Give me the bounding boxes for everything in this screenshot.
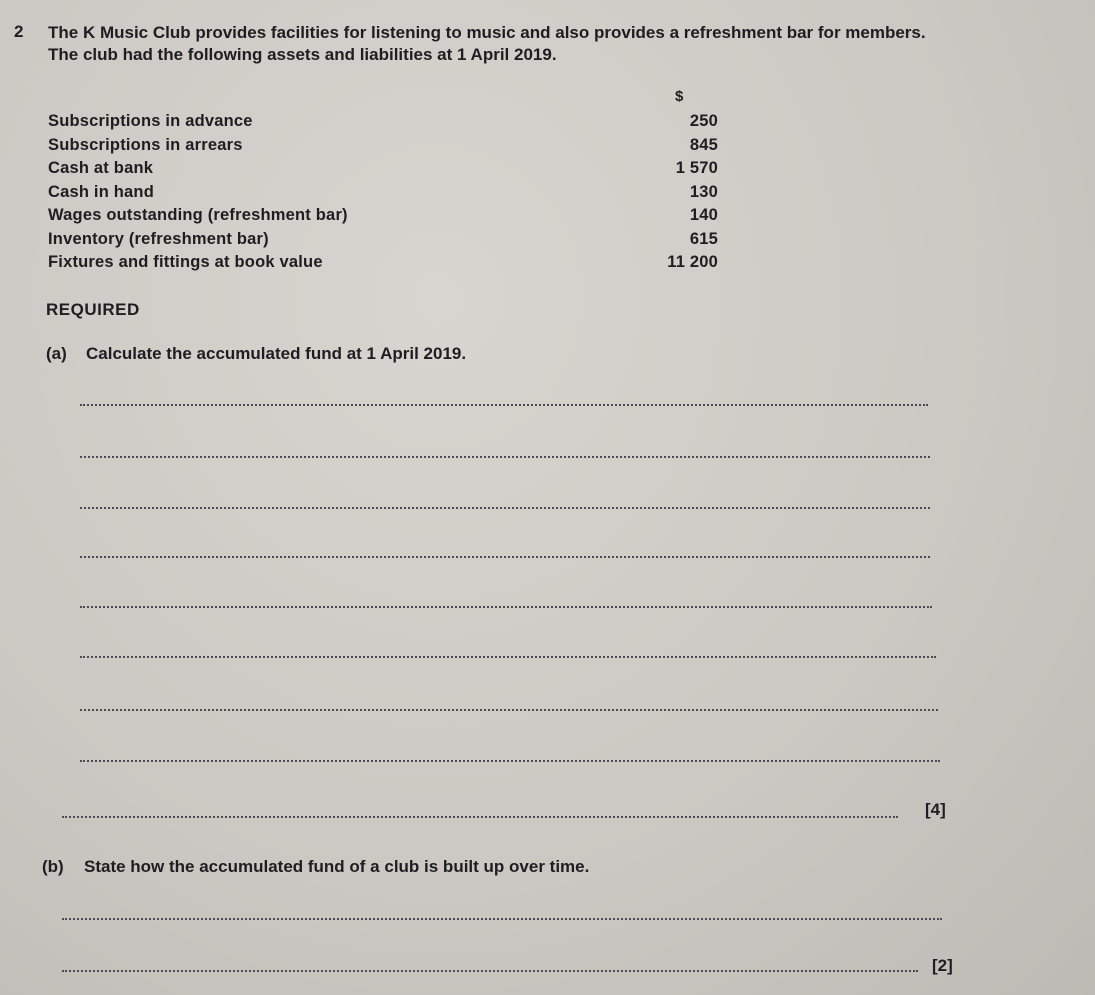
ledger-row xyxy=(48,159,718,183)
ledger-label: Subscriptions in advance xyxy=(48,112,253,130)
answer-line-a4[interactable] xyxy=(80,556,930,558)
ledger-label: Wages outstanding (refreshment bar) xyxy=(48,206,348,224)
ledger-amount: 615 xyxy=(689,229,718,248)
answer-line-a7[interactable] xyxy=(80,709,938,711)
ledger-amount: 140 xyxy=(689,206,718,224)
answer-line-a9[interactable] xyxy=(62,816,898,818)
answer-line-a2[interactable] xyxy=(80,456,930,458)
ledger-amount: 11 200 xyxy=(667,253,718,271)
ledger-label: Subscriptions in arrears xyxy=(48,135,243,154)
answer-line-b1[interactable] xyxy=(62,918,942,920)
answer-line-a3[interactable] xyxy=(80,507,930,509)
question-number: 2 xyxy=(14,22,24,41)
ledger-row xyxy=(48,136,718,160)
ledger-row xyxy=(48,206,718,230)
ledger-amount: 1 570 xyxy=(675,159,718,177)
assets-liabilities-list xyxy=(48,112,718,277)
answer-line-a6[interactable] xyxy=(80,656,936,658)
ledger-amount: 845 xyxy=(689,135,718,154)
part-b-prompt: State how the accumulated fund of a club is built up over time. xyxy=(84,857,590,876)
ledger-row xyxy=(48,183,718,207)
part-a-label: (a) xyxy=(46,344,67,363)
required-heading: REQUIRED xyxy=(46,300,140,319)
ledger-label: Cash in hand xyxy=(48,182,154,201)
ledger-row xyxy=(48,253,718,277)
currency-header: $ xyxy=(675,88,684,105)
ledger-row xyxy=(48,230,718,254)
ledger-label: Inventory (refreshment bar) xyxy=(48,229,269,248)
answer-line-b2[interactable] xyxy=(62,970,918,972)
answer-line-a1[interactable] xyxy=(80,404,928,406)
part-b-marks: [2] xyxy=(932,956,953,975)
ledger-label: Fixtures and fittings at book value xyxy=(48,253,323,271)
answer-line-a5[interactable] xyxy=(80,606,932,608)
ledger-amount: 250 xyxy=(689,112,718,130)
question-intro: The K Music Club provides facilities for listening to music and also provides a refreshment bar for members. The club had the following assets and liabilities at 1 April 2019. xyxy=(48,23,926,64)
part-a-marks: [4] xyxy=(925,800,946,819)
part-b-label: (b) xyxy=(42,857,64,876)
answer-line-a8[interactable] xyxy=(80,760,940,762)
ledger-amount: 130 xyxy=(689,182,718,201)
part-a-prompt: Calculate the accumulated fund at 1 April 2019. xyxy=(86,344,467,363)
ledger-label: Cash at bank xyxy=(48,159,154,177)
ledger-row xyxy=(48,112,718,136)
